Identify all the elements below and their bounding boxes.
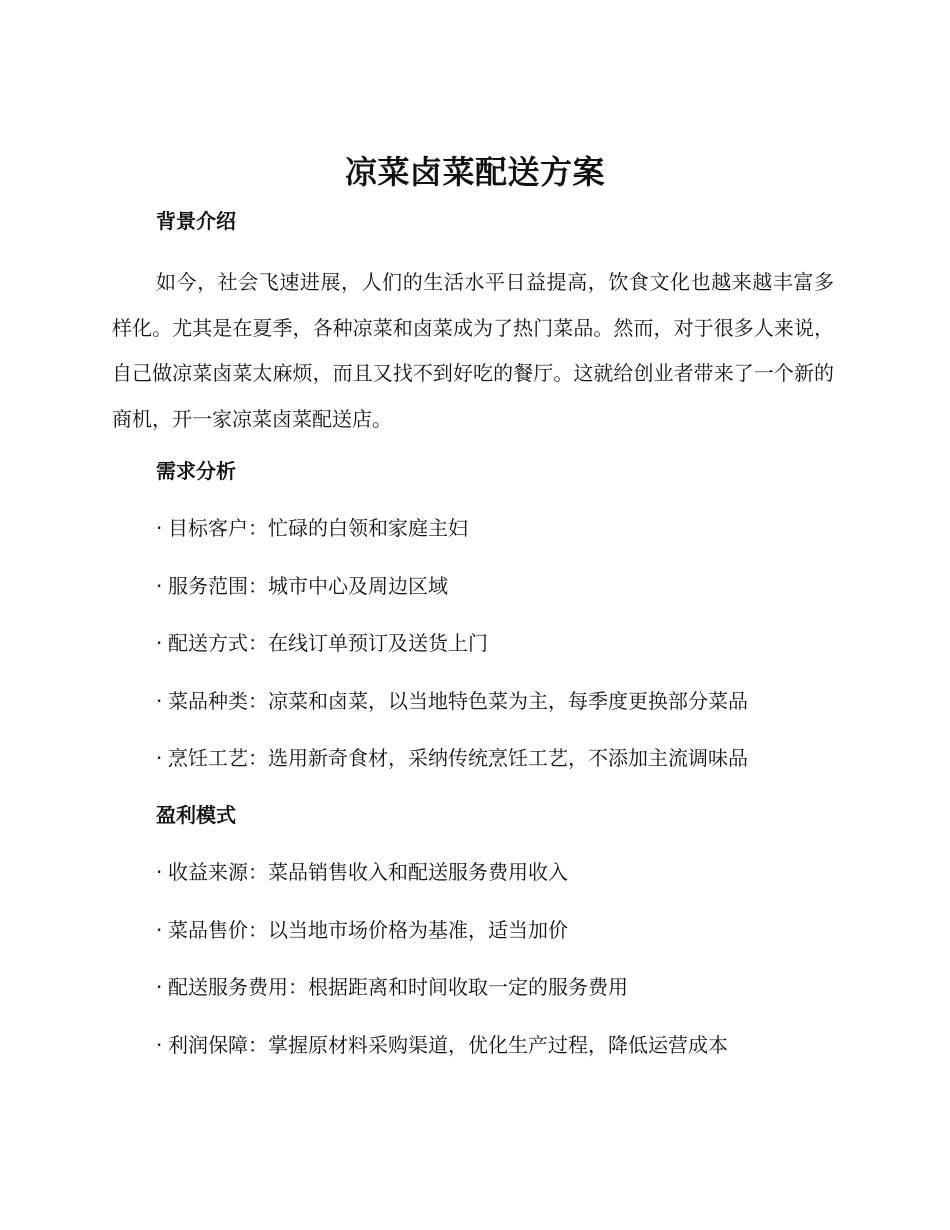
list-item: [156, 629, 856, 687]
bullet-marker: ·: [156, 860, 163, 884]
bullet-marker: ·: [156, 516, 163, 540]
section-heading-background: 背景介绍: [156, 209, 236, 233]
list-item: [156, 916, 856, 974]
list-item-text: 烹饪工艺：选用新奇食材，采纳传统烹饪工艺，不添加主流调味品: [168, 746, 748, 770]
list-item-text: 配送方式：在线订单预订及送货上门: [168, 631, 488, 655]
list-item-text: 目标客户：忙碌的白领和家庭主妇: [168, 516, 468, 540]
bullet-marker: ·: [156, 917, 163, 942]
bullet-marker: ·: [156, 975, 163, 999]
background-paragraph: 如今，社会飞速进展，人们的生活水平日益提高，饮食文化也越来越丰富多样化。尤其是在夏季，各种凉菜和卤菜成为了热门菜品。然而，对于很多人来说，自己做凉菜卤菜太麻烦，而且又找不到好吃的餐厅。这就给创业者带来了一个新的商机，开一家凉菜卤菜配送店。: [112, 270, 834, 431]
bullet-marker: ·: [156, 688, 163, 713]
bullet-marker: ·: [156, 1032, 163, 1057]
list-item-text: 配送服务费用：根据距离和时间收取一定的服务费用: [168, 975, 628, 999]
list-item: [156, 973, 856, 1031]
document-title: 凉菜卤菜配送方案: [344, 153, 605, 191]
section-heading-demand-analysis: 需求分析: [156, 459, 236, 483]
bullet-marker: ·: [156, 573, 163, 598]
list-item: [156, 744, 856, 802]
bullet-marker: ·: [156, 631, 163, 655]
list-item-text: 菜品种类：凉菜和卤菜，以当地特色菜为主，每季度更换部分菜品: [168, 688, 748, 713]
list-item-text: 服务范围：城市中心及周边区域: [168, 573, 448, 598]
list-item: [156, 572, 856, 630]
bullet-marker: ·: [156, 746, 163, 770]
list-item-text: 收益来源：菜品销售收入和配送服务费用收入: [168, 860, 568, 884]
list-item: [156, 514, 856, 572]
list-item: [156, 858, 856, 916]
profit-model-list: [156, 858, 856, 1088]
list-item: [156, 1031, 856, 1089]
list-item-text: 利润保障：掌握原材料采购渠道，优化生产过程，降低运营成本: [168, 1032, 728, 1057]
list-item-text: 菜品售价：以当地市场价格为基准，适当加价: [168, 917, 568, 942]
list-item: [156, 687, 856, 745]
section-heading-profit-model: 盈利模式: [156, 803, 236, 827]
demand-analysis-list: [156, 514, 856, 802]
